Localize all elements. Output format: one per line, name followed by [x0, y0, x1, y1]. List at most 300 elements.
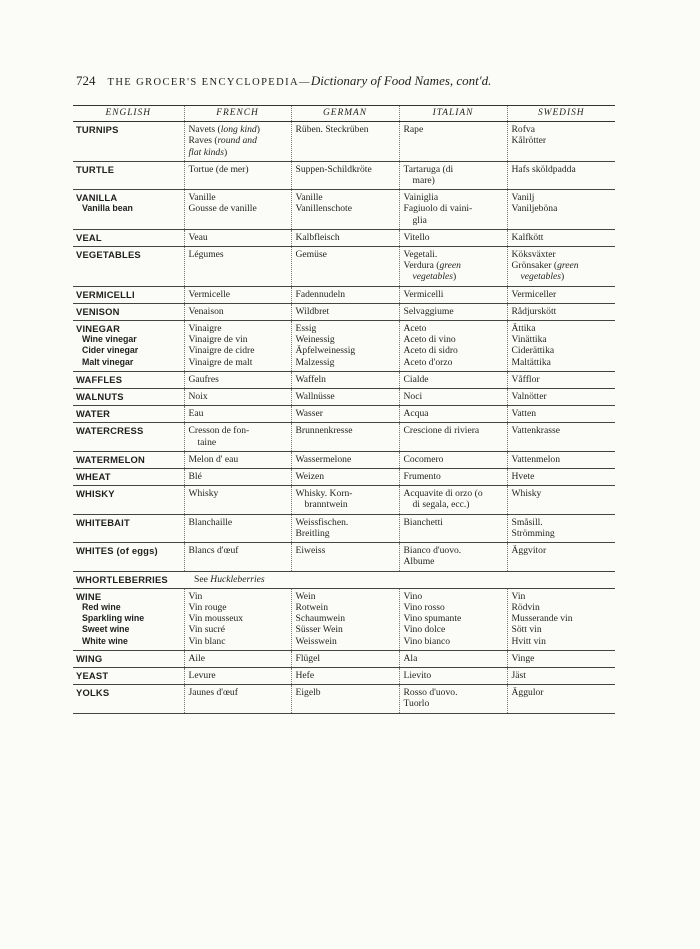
subterm: Wine vinegar [82, 334, 137, 345]
translation-text: Albume [403, 556, 435, 568]
italian-translation [399, 543, 507, 571]
french-translation [184, 469, 291, 486]
translation-line [512, 471, 614, 482]
headword: VENISON [76, 305, 120, 317]
swedish-translation [507, 685, 615, 713]
translation-text: Jäst [511, 669, 526, 681]
translation-line [512, 374, 614, 385]
german-translation [291, 451, 399, 468]
translation-line [296, 545, 397, 556]
italian-translation [399, 486, 507, 514]
translation-line [404, 334, 505, 345]
translation-line [189, 613, 289, 624]
italian-translation [399, 122, 507, 162]
translation-line [404, 454, 505, 465]
translation-line [189, 306, 289, 317]
column-header-swedish: SWEDISH [507, 106, 615, 122]
table-row [73, 247, 615, 287]
subterm: White wine [82, 635, 128, 646]
column-header-german: GERMAN [291, 106, 399, 122]
table-row [73, 303, 615, 320]
translation-text: Rofva [511, 124, 535, 136]
english-term [73, 286, 184, 303]
swedish-translation [507, 247, 615, 287]
translation-text: ) [256, 124, 260, 136]
english-term [73, 321, 184, 372]
translation-line [189, 135, 289, 146]
translation-line [404, 591, 505, 602]
italian-translation [399, 229, 507, 246]
french-translation [184, 229, 291, 246]
french-translation [184, 543, 291, 571]
table-row [73, 190, 615, 230]
english-term [73, 303, 184, 320]
translation-line [189, 124, 289, 135]
italic-gloss: round and [217, 135, 257, 147]
translation-line [512, 454, 614, 465]
translation-text: Vin [188, 590, 203, 602]
french-translation [184, 371, 291, 388]
translation-text: Aceto [403, 323, 427, 335]
german-translation [291, 514, 399, 542]
translation-text: Noci [403, 391, 423, 403]
translation-text: Vin mousseux [188, 613, 244, 625]
french-translation [184, 190, 291, 230]
page-header [76, 73, 636, 89]
italian-translation [399, 667, 507, 684]
translation-line [404, 323, 505, 334]
translation-line [189, 471, 289, 482]
translation-text: Vinättika [511, 334, 547, 346]
english-term [73, 161, 184, 189]
translation-text: Vermicelli [403, 288, 444, 300]
translation-text: Malzessig [295, 356, 335, 368]
translation-text: Vinaigre [188, 323, 222, 335]
translation-line [512, 345, 614, 356]
italian-translation [399, 190, 507, 230]
translation-line [296, 471, 397, 482]
italian-translation [399, 247, 507, 287]
german-translation [291, 650, 399, 667]
table-row [73, 667, 615, 684]
column-header-french: FRENCH [184, 106, 291, 122]
translation-text: Blé [188, 471, 202, 483]
table-row [73, 514, 615, 542]
translation-text: Wallnüsse [295, 391, 335, 403]
translation-line [296, 334, 397, 345]
table-body [73, 122, 615, 713]
translation-line [296, 192, 397, 203]
headword: WAFFLES [76, 373, 123, 385]
italic-gloss: flat kinds [188, 146, 224, 158]
translation-text: Vattenmelon [511, 453, 560, 465]
translation-text: Aceto d'orzo [403, 356, 453, 368]
translation-line [512, 306, 614, 317]
german-translation [291, 423, 399, 451]
german-translation [291, 406, 399, 423]
subterm: Sparkling wine [82, 613, 145, 624]
headword: WHEAT [76, 471, 111, 483]
translation-text: Levure [188, 669, 216, 681]
translation-text: Gemüse [295, 249, 327, 261]
swedish-translation [507, 451, 615, 468]
italian-translation [399, 371, 507, 388]
translation-text: Weissfischen. [295, 516, 349, 528]
translation-text: Vattenkrasse [511, 425, 560, 437]
english-term [73, 667, 184, 684]
translation-text: Fagiuolo di vaini- [403, 203, 473, 215]
translation-line [189, 488, 289, 499]
translation-text: Hafs sköldpadda [511, 163, 576, 175]
translation-text: Légumes [188, 249, 224, 261]
table-row [73, 469, 615, 486]
headword: VANILLA [76, 192, 118, 204]
translation-line [512, 249, 614, 260]
translation-line [404, 345, 505, 356]
headword: WATERCRESS [76, 425, 144, 437]
translation-line [512, 687, 614, 698]
translation-text: branntwein [304, 499, 348, 511]
translation-line [189, 687, 289, 698]
translation-line [404, 425, 505, 436]
headword: WING [76, 652, 103, 664]
translation-line [512, 670, 614, 681]
translation-text: Vin blanc [188, 635, 226, 647]
translation-line [512, 602, 614, 613]
table-header [73, 106, 615, 122]
translation-text: Äggvitor [511, 545, 547, 557]
translation-line [296, 124, 397, 135]
translation-line [512, 124, 614, 135]
translation-line [296, 454, 397, 465]
translation-line [296, 391, 397, 402]
translation-text: Vanille [295, 192, 323, 204]
translation-text: Äpfelweinessig [295, 345, 356, 357]
translation-line [296, 670, 397, 681]
translation-line [189, 425, 289, 436]
table-row [73, 286, 615, 303]
translation-line [404, 408, 505, 419]
translation-text: Vinaigre de malt [188, 356, 253, 368]
translation-text: Ciderättika [511, 345, 555, 357]
translation-text: Vino [403, 590, 423, 602]
swedish-translation [507, 122, 615, 162]
translation-line [404, 232, 505, 243]
translation-line [404, 698, 505, 709]
table-row [73, 451, 615, 468]
translation-line [512, 591, 614, 602]
translation-line [189, 408, 289, 419]
dictionary-table [73, 105, 615, 714]
italian-translation [399, 685, 507, 713]
swedish-translation [507, 667, 615, 684]
translation-line [404, 687, 505, 698]
translation-text: Vinge [511, 652, 535, 664]
english-term [73, 571, 184, 588]
translation-line [404, 175, 505, 186]
italian-translation [399, 514, 507, 542]
translation-text: Vitello [403, 231, 430, 243]
translation-line [404, 249, 505, 260]
italian-translation [399, 321, 507, 372]
translation-line [512, 135, 614, 146]
translation-line [512, 624, 614, 635]
translation-line [189, 203, 289, 214]
translation-line [404, 517, 505, 528]
translation-text: Raves ( [188, 135, 218, 147]
translation-text: Wasser [295, 408, 323, 420]
translation-text: Wildbret [295, 305, 330, 317]
french-translation [184, 588, 291, 650]
translation-line [404, 271, 505, 282]
table-row [73, 161, 615, 189]
translation-line [296, 323, 397, 334]
translation-line [404, 624, 505, 635]
translation-text: Melon d' eau [188, 453, 239, 465]
cross-reference [184, 571, 615, 588]
german-translation [291, 371, 399, 388]
headword: WHITEBAIT [76, 516, 130, 528]
translation-text: Lievito [403, 669, 432, 681]
english-term [73, 650, 184, 667]
headword: WATER [76, 408, 111, 420]
translation-text: Eigelb [295, 687, 321, 699]
italic-gloss: long kind [220, 124, 257, 136]
translation-line [404, 602, 505, 613]
translation-text: Gousse de vanille [188, 203, 257, 215]
translation-text: Våfflor [511, 373, 540, 385]
german-translation [291, 229, 399, 246]
translation-line [404, 670, 505, 681]
translation-line [296, 499, 397, 510]
translation-line [296, 602, 397, 613]
italic-gloss: green [557, 260, 579, 272]
german-translation [291, 303, 399, 320]
translation-text: Wein [295, 590, 316, 602]
translation-line [189, 289, 289, 300]
translation-line [404, 124, 505, 135]
english-term [73, 469, 184, 486]
translation-text: Rosso d'uovo. [403, 687, 458, 699]
translation-line [189, 334, 289, 345]
translation-text: Vino spumante [403, 613, 462, 625]
english-term [73, 588, 184, 650]
translation-text: Whisky [188, 488, 219, 500]
translation-text: Venaison [188, 305, 224, 317]
italian-translation [399, 303, 507, 320]
headword: TURNIPS [76, 124, 119, 136]
translation-text: Jaunes d'œuf [188, 687, 238, 699]
table-row [73, 685, 615, 713]
translation-line [404, 653, 505, 664]
english-term [73, 389, 184, 406]
running-title: THE GROCER'S ENCYCLOPEDIA— [107, 77, 311, 88]
italic-gloss: vegetables [520, 271, 561, 283]
translation-line [404, 488, 505, 499]
translation-text: Vaniljeböna [511, 203, 558, 215]
translation-line [189, 437, 289, 448]
translation-text: Selvaggiume [403, 305, 454, 317]
translation-line [296, 517, 397, 528]
translation-line [512, 323, 614, 334]
translation-line [296, 488, 397, 499]
translation-line [189, 636, 289, 647]
translation-line [512, 203, 614, 214]
translation-text: Vermicelle [188, 288, 231, 300]
translation-line [296, 528, 397, 539]
german-translation [291, 286, 399, 303]
translation-text: Tortue (de mer) [188, 163, 249, 175]
translation-line [296, 425, 397, 436]
translation-text: Weinessig [295, 334, 335, 346]
swedish-translation [507, 650, 615, 667]
translation-text: Aceto di sidro [403, 345, 458, 357]
translation-line [512, 357, 614, 368]
translation-text: Musserande vin [511, 613, 573, 625]
french-translation [184, 514, 291, 542]
german-translation [291, 685, 399, 713]
translation-line [404, 306, 505, 317]
italian-translation [399, 161, 507, 189]
swedish-translation [507, 486, 615, 514]
headword: WHORTLEBERRIES [76, 573, 168, 585]
translation-line [189, 454, 289, 465]
translation-line [512, 334, 614, 345]
headword: WINE [76, 590, 102, 602]
french-translation [184, 423, 291, 451]
swedish-translation [507, 303, 615, 320]
german-translation [291, 161, 399, 189]
translation-text: Brunnenkresse [295, 425, 353, 437]
italian-translation [399, 588, 507, 650]
translation-text: Fadennudeln [295, 288, 346, 300]
translation-line [189, 653, 289, 664]
translation-text: Vatten [511, 408, 537, 420]
table-row [73, 486, 615, 514]
translation-text: Tartaruga (di [403, 163, 454, 175]
translation-text: Acquavite di orzo (o [403, 488, 483, 500]
translation-text: Eiweiss [295, 545, 326, 557]
translation-line [189, 323, 289, 334]
translation-line [296, 289, 397, 300]
translation-line [296, 613, 397, 624]
table-row [73, 321, 615, 372]
translation-line [512, 408, 614, 419]
translation-text: Vainiglia [403, 192, 439, 204]
swedish-translation [507, 588, 615, 650]
translation-text: Whisky [511, 488, 542, 500]
translation-text: Tuorlo [403, 698, 430, 710]
subterm: Cider vinegar [82, 345, 139, 356]
translation-text: Sött vin [511, 624, 542, 636]
translation-text: Acqua [403, 408, 429, 420]
translation-text: Schaumwein [295, 613, 346, 625]
table-row [73, 588, 615, 650]
french-translation [184, 406, 291, 423]
translation-line [404, 499, 505, 510]
italian-translation [399, 406, 507, 423]
table-row [73, 571, 615, 588]
translation-text: Verdura ( [403, 260, 440, 272]
table-row [73, 371, 615, 388]
translation-line [512, 192, 614, 203]
headword: VEAL [76, 231, 102, 243]
translation-line [296, 249, 397, 260]
german-translation [291, 190, 399, 230]
french-translation [184, 650, 291, 667]
translation-line [296, 624, 397, 635]
translation-text: ) [561, 271, 565, 283]
translation-line [189, 345, 289, 356]
french-translation [184, 122, 291, 162]
translation-text: Ala [403, 652, 418, 664]
table-row [73, 423, 615, 451]
swedish-translation [507, 389, 615, 406]
italian-translation [399, 650, 507, 667]
translation-text: Cresson de fon- [188, 425, 250, 437]
swedish-translation [507, 321, 615, 372]
translation-line [512, 545, 614, 556]
translation-line [512, 164, 614, 175]
translation-text: Rådjurskött [511, 305, 557, 317]
translation-line [296, 232, 397, 243]
english-term [73, 451, 184, 468]
translation-line [189, 232, 289, 243]
french-translation [184, 303, 291, 320]
french-translation [184, 161, 291, 189]
translation-text: ) [223, 146, 228, 158]
table-row [73, 406, 615, 423]
translation-line [404, 556, 505, 567]
translation-text: Weisswein [295, 635, 337, 647]
translation-line [296, 687, 397, 698]
translation-text: Breitling [295, 527, 330, 539]
swedish-translation [507, 423, 615, 451]
translation-line [404, 357, 505, 368]
translation-line [189, 670, 289, 681]
translation-text: Småsill. [511, 516, 543, 528]
translation-text: Vermiceller [511, 288, 557, 300]
subterm: Sweet wine [82, 624, 130, 635]
translation-line [189, 602, 289, 613]
headword: WATERMELON [76, 453, 146, 465]
headword: YEAST [76, 669, 109, 681]
translation-line [404, 545, 505, 556]
see-reference: Huckleberries [210, 573, 265, 585]
german-translation [291, 588, 399, 650]
english-term [73, 406, 184, 423]
translation-text: Vegetali. [403, 249, 438, 261]
translation-line [404, 471, 505, 482]
translation-line [404, 636, 505, 647]
english-term [73, 371, 184, 388]
translation-text: Bianco d'uovo. [403, 545, 462, 557]
translation-line [189, 391, 289, 402]
translation-text: di segala, ecc.) [412, 499, 470, 511]
column-header-english: ENGLISH [73, 106, 184, 122]
swedish-translation [507, 514, 615, 542]
translation-line [189, 374, 289, 385]
table-row [73, 650, 615, 667]
translation-text: Gaufres [188, 373, 219, 385]
english-term [73, 514, 184, 542]
translation-text: Kålrötter [511, 135, 547, 147]
translation-line [512, 653, 614, 664]
translation-text: Blancs d'œuf [188, 545, 239, 557]
translation-text: Vanillenschote [295, 203, 352, 215]
english-term [73, 190, 184, 230]
translation-text: Vino rosso [403, 601, 445, 613]
